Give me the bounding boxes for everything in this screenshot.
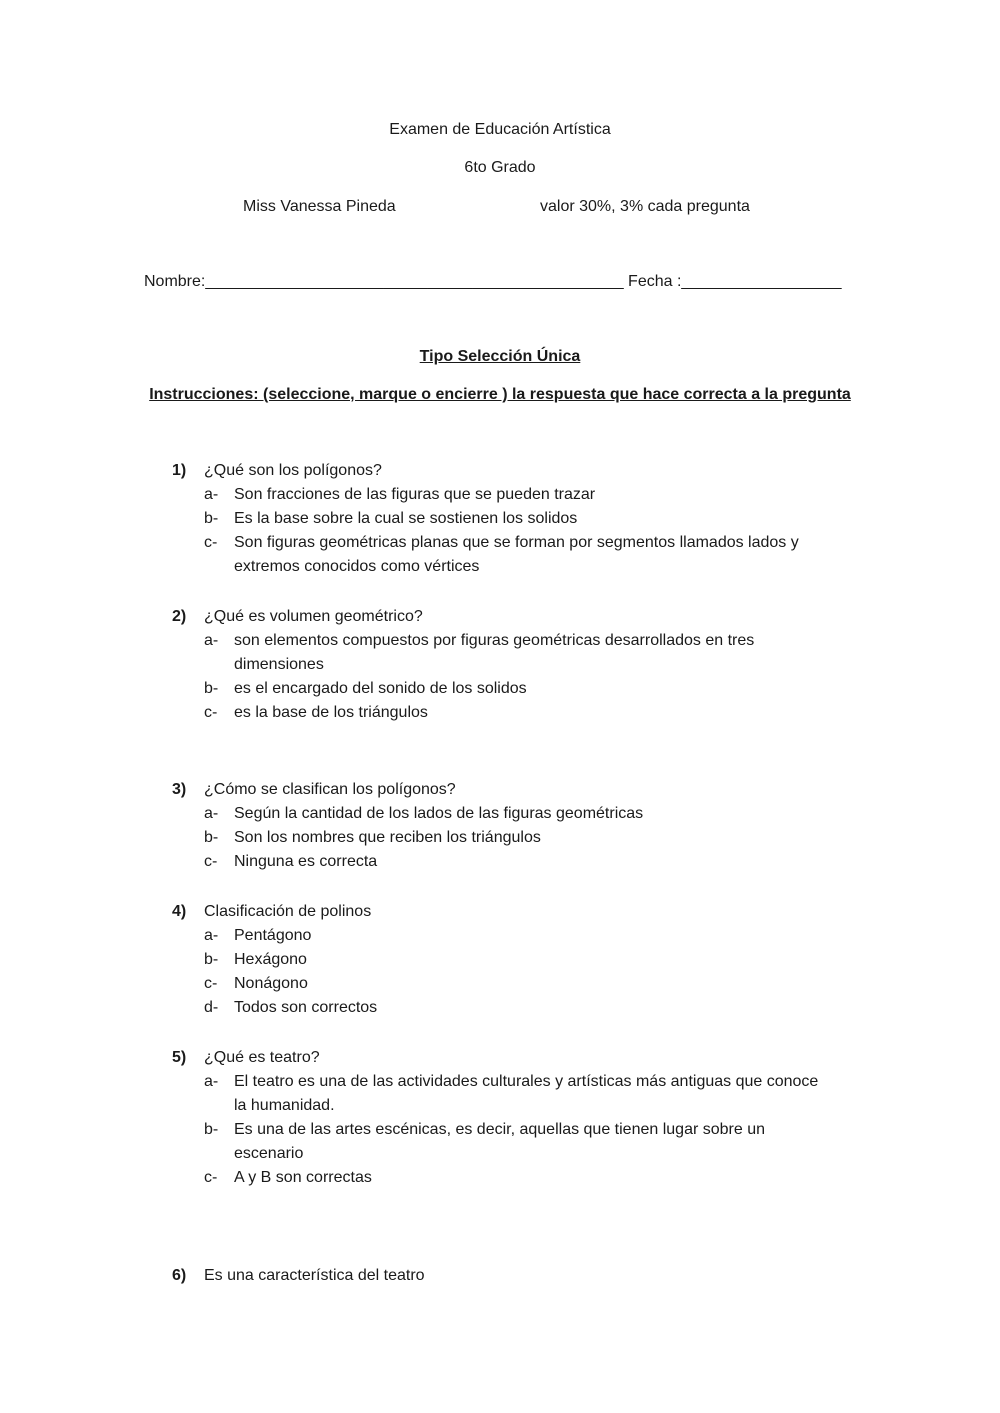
question-6: [172, 1264, 872, 1288]
option-letter: a-: [204, 1073, 219, 1090]
section-type: Tipo Selección Única: [419, 348, 581, 365]
option-letter: b-: [204, 951, 219, 968]
option-b[interactable]: [172, 507, 872, 531]
option-letter: d-: [204, 999, 219, 1016]
question-2: [172, 605, 872, 725]
option-letter: a-: [204, 632, 219, 649]
option-text: Ninguna es correcta: [234, 853, 378, 870]
option-letter: c-: [204, 704, 218, 721]
option-c[interactable]: [172, 1166, 872, 1190]
option-c[interactable]: [172, 531, 872, 579]
name-label: Nombre:: [144, 273, 206, 290]
option-c[interactable]: [172, 972, 872, 996]
question-5: [172, 1046, 872, 1190]
question-text: ¿Cómo se clasifican los polígonos?: [204, 781, 456, 798]
exam-title: Examen de Educación Artística: [389, 121, 611, 138]
question-1: [172, 459, 872, 579]
date-field[interactable]: __________________: [681, 273, 842, 290]
option-letter: a-: [204, 927, 219, 944]
option-text: Es la base sobre la cual se sostienen los solidos: [234, 510, 578, 527]
name-field[interactable]: _______________________________________________: [205, 273, 624, 290]
student-info-line: [144, 273, 842, 291]
option-letter: c-: [204, 975, 218, 992]
question-text: Es una característica del teatro: [204, 1267, 425, 1284]
option-b[interactable]: [172, 826, 872, 850]
option-text: Es una de las artes escénicas, es decir, aquellas que tienen lugar sobre un escenario: [234, 1121, 765, 1162]
option-text: A y B son correctas: [234, 1169, 372, 1186]
option-text: Según la cantidad de los lados de las figuras geométricas: [234, 805, 644, 822]
option-letter: b-: [204, 680, 219, 697]
question-text: Clasificación de polinos: [204, 903, 372, 920]
question-4: [172, 900, 872, 1020]
option-a[interactable]: [172, 802, 872, 826]
question-text: ¿Qué es teatro?: [204, 1049, 320, 1066]
option-letter: b-: [204, 1121, 219, 1138]
question-number: 1): [172, 462, 187, 479]
question-number: 2): [172, 608, 187, 625]
option-text: Todos son correctos: [234, 999, 378, 1016]
option-letter: a-: [204, 805, 219, 822]
option-text: es el encargado del sonido de los solidos: [234, 680, 527, 697]
option-a[interactable]: [172, 483, 872, 507]
question-number: 5): [172, 1049, 187, 1066]
question-number: 6): [172, 1267, 187, 1284]
question-3: [172, 778, 872, 874]
option-a[interactable]: [172, 629, 872, 677]
option-letter: a-: [204, 486, 219, 503]
option-letter: b-: [204, 829, 219, 846]
option-text: Nonágono: [234, 975, 308, 992]
option-text: Son fracciones de las figuras que se pueden trazar: [234, 486, 596, 503]
option-d[interactable]: [172, 996, 872, 1020]
option-b[interactable]: [172, 677, 872, 701]
question-number: 4): [172, 903, 187, 920]
option-text: Pentágono: [234, 927, 312, 944]
option-letter: b-: [204, 510, 219, 527]
question-number: 3): [172, 781, 187, 798]
option-text: Hexágono: [234, 951, 307, 968]
option-letter: c-: [204, 1169, 218, 1186]
option-c[interactable]: [172, 701, 872, 725]
option-b[interactable]: [172, 1118, 872, 1166]
date-label: Fecha :: [628, 273, 682, 290]
question-text: ¿Qué son los polígonos?: [204, 462, 382, 479]
option-letter: c-: [204, 534, 218, 551]
option-text: es la base de los triángulos: [234, 704, 428, 721]
option-b[interactable]: [172, 948, 872, 972]
section-instructions: Instrucciones: (seleccione, marque o encierre ) la respuesta que hace correcta a la pregunta: [149, 386, 851, 403]
option-text: El teatro es una de las actividades culturales y artísticas más antiguas que conoce la humanidad.: [234, 1073, 819, 1114]
exam-value: valor 30%, 3% cada pregunta: [540, 198, 750, 215]
option-a[interactable]: [172, 1070, 872, 1118]
option-text: son elementos compuestos por figuras geométricas desarrollados en tres dimensiones: [234, 632, 755, 673]
option-text: Son los nombres que reciben los triángulos: [234, 829, 541, 846]
option-a[interactable]: [172, 924, 872, 948]
option-c[interactable]: [172, 850, 872, 874]
option-text: Son figuras geométricas planas que se forman por segmentos llamados lados y extremos conocidos como vértices: [234, 534, 799, 575]
question-text: ¿Qué es volumen geométrico?: [204, 608, 423, 625]
option-letter: c-: [204, 853, 218, 870]
grade-label: 6to Grado: [464, 159, 536, 176]
teacher-name: Miss Vanessa Pineda: [243, 198, 396, 215]
